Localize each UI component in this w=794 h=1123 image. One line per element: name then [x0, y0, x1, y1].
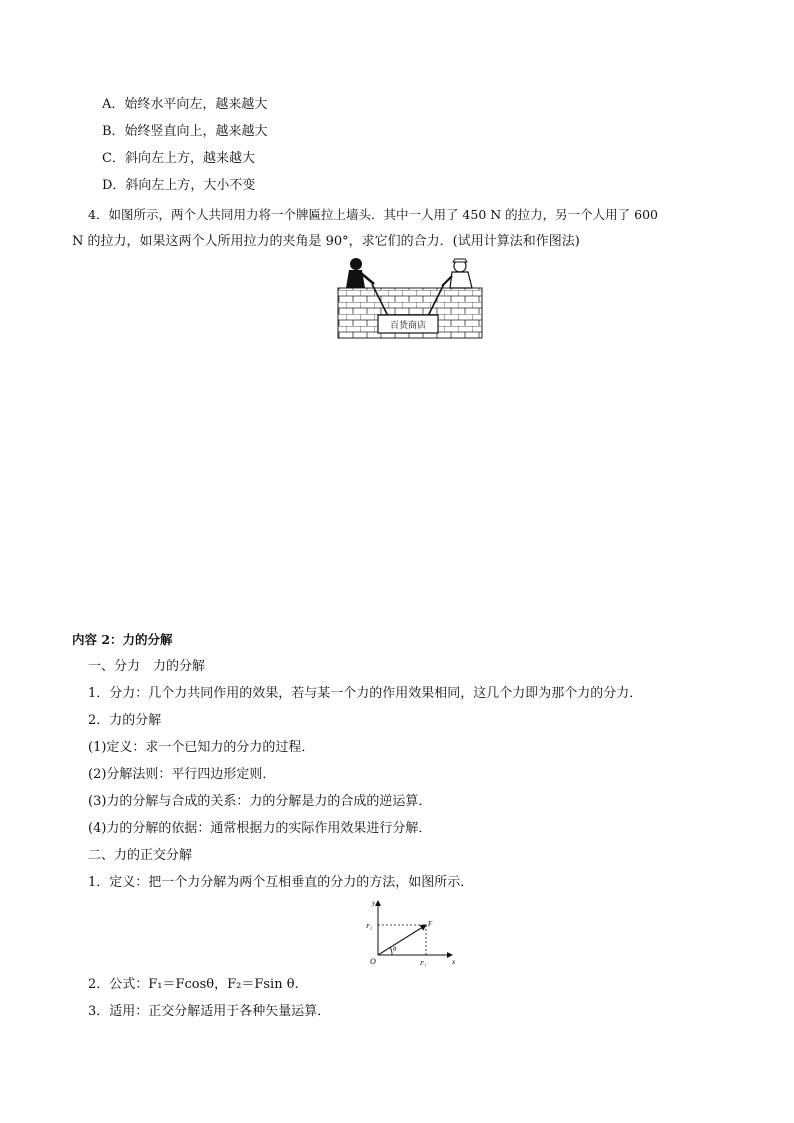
orthogonal-decomposition-figure — [364, 897, 460, 973]
option-a: A．始终水平向左，越来越大 — [102, 97, 268, 112]
subheading-2: 二、力的正交分解 — [88, 848, 193, 863]
paragraph-5: (3)力的分解与合成的关系：力的分解是力的合成的逆运算． — [88, 794, 432, 809]
question4-line2: N 的拉力，如果这两个人所用拉力的夹角是 90°，求它们的合力．(试用计算法和作图法) — [72, 234, 580, 249]
question4-line1: 4．如图所示，两个人共同用力将一个牌匾拉上墙头．其中一人用了 450 N 的拉力，另一个人用了 600 — [88, 207, 659, 222]
option-d: D．斜向左上方，大小不变 — [102, 178, 256, 193]
sign-text: 百货商店 — [389, 320, 427, 330]
paragraph-8: 2．公式：F₁＝Fcosθ，F₂＝Fsin θ. — [88, 977, 299, 992]
origin-label: O — [370, 957, 376, 966]
subheading-1: 一、分力 力的分解 — [88, 659, 206, 674]
f1-label: F₁ — [420, 960, 427, 967]
theta-label: θ — [393, 946, 397, 953]
sign-pulling-figure — [332, 254, 484, 344]
section-heading: 内容 2：力的分解 — [72, 632, 173, 647]
paragraph-1: 1．分力：几个力共同作用的效果，若与某一个力的作用效果相同，这几个力即为那个力的分力． — [88, 686, 643, 701]
f2-label: F₂ — [366, 923, 373, 930]
x-label: x — [452, 958, 456, 966]
paragraph-4: (2)分解法则：平行四边形定则． — [88, 767, 276, 782]
right-person — [442, 259, 472, 288]
force-f-vector — [378, 925, 426, 955]
theta-arc — [390, 947, 392, 955]
paragraph-3: (1)定义：求一个已知力的分力的过程． — [88, 740, 315, 755]
paragraph-7: 1．定义：把一个力分解为两个互相垂直的分力的方法，如图所示． — [88, 875, 474, 890]
paragraph-6: (4)力的分解的依据：通常根据力的实际作用效果进行分解． — [88, 821, 432, 836]
paragraph-2: 2．力的分解 — [88, 713, 162, 728]
y-label: y — [372, 899, 376, 907]
left-person — [346, 258, 374, 288]
paragraph-9: 3．适用：正交分解适用于各种矢量运算． — [88, 1004, 331, 1019]
option-c: C．斜向左上方，越来越大 — [102, 151, 255, 166]
f-label: F — [428, 920, 433, 928]
option-b: B．始终竖直向上，越来越大 — [102, 124, 268, 139]
